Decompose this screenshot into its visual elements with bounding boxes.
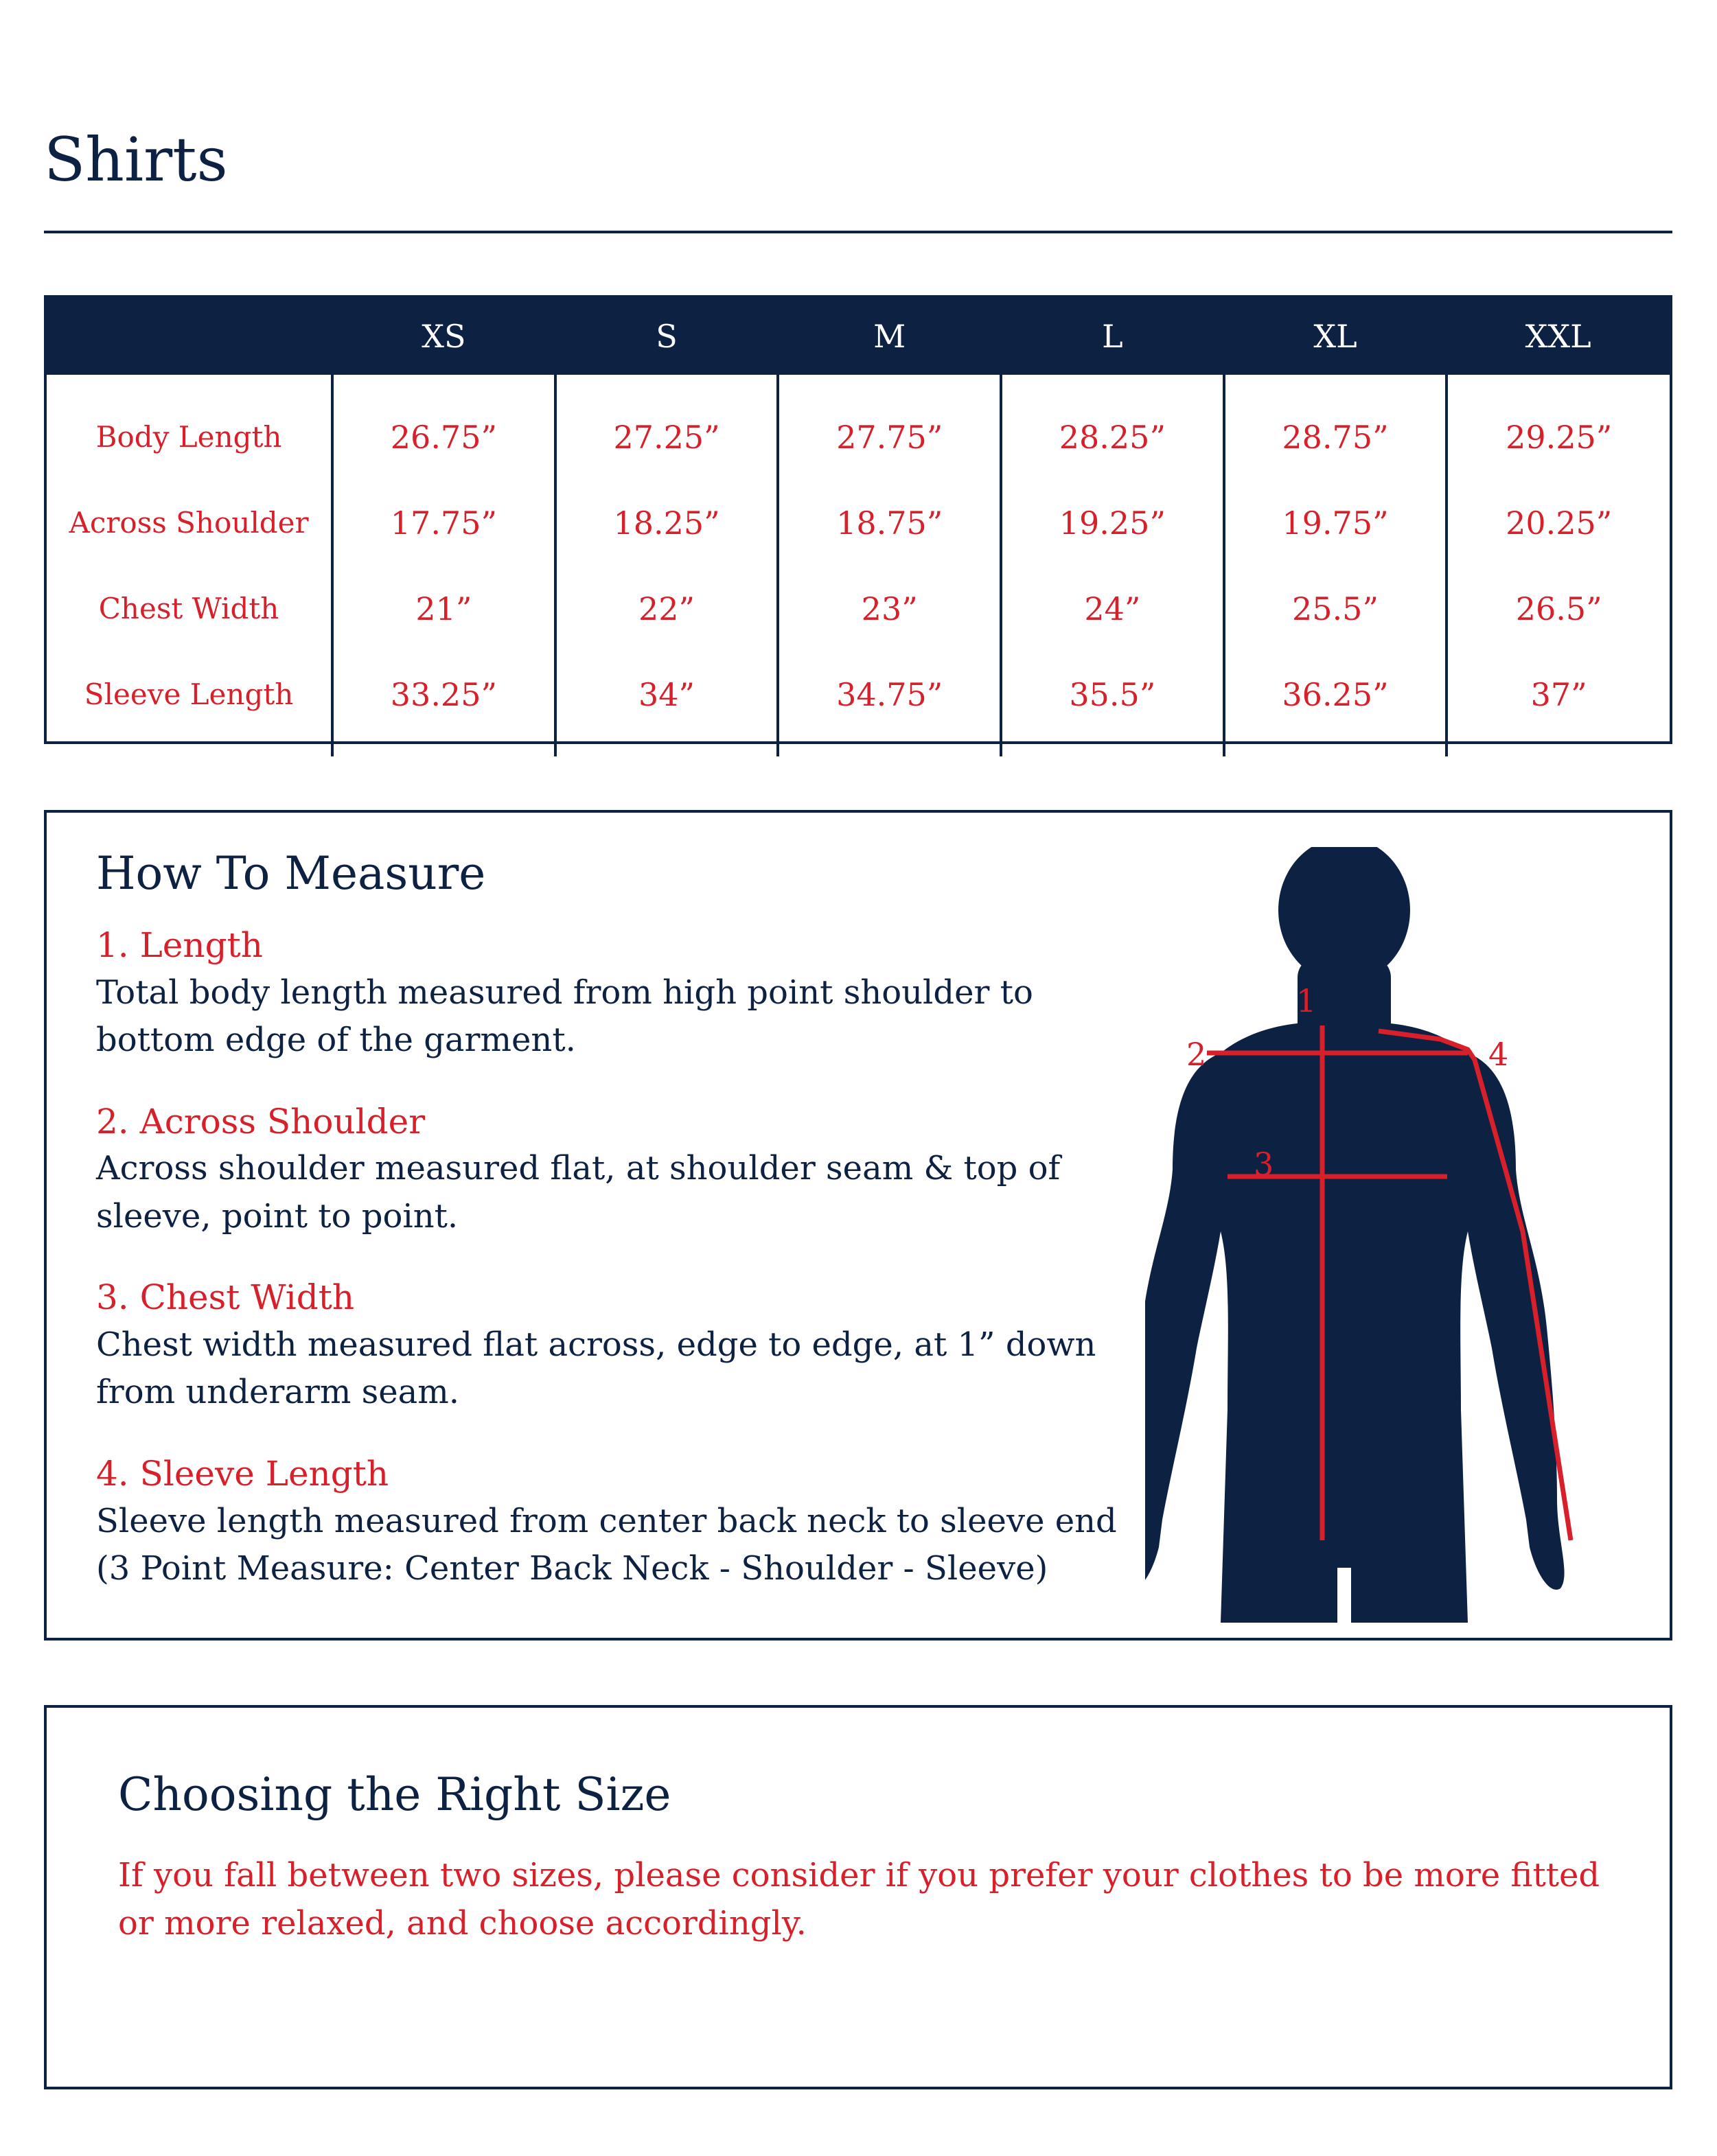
measurement-cell: 24” (1001, 566, 1224, 651)
size-header: XXL (1447, 298, 1670, 375)
choosing-size-text: If you fall between two sizes, please consider if you prefer your clothes to be more fitted or more relaxed, and choose accordingly. (118, 1856, 1600, 1943)
measurement-cell: 21” (332, 566, 555, 651)
figure-label: 2 (1186, 1036, 1207, 1073)
step-description: Sleeve length measured from center back neck to sleeve end (3 Point Measure: Center Back Neck - Shoulder - Sleeve) (96, 1501, 1117, 1588)
size-header-row (47, 298, 1670, 375)
size-chart-table (44, 295, 1672, 744)
step-description: Across shoulder measured flat, at shoulder seam & top of sleeve, point to point. (96, 1149, 1061, 1236)
header-empty-cell (47, 298, 332, 375)
row-label: Chest Width (98, 592, 279, 625)
measurement-cell: 18.25” (555, 480, 779, 566)
measurement-cell: 19.75” (1224, 480, 1447, 566)
torso-silhouette (1145, 847, 1565, 1623)
measurement-cell: 17.75” (332, 480, 555, 566)
how-to-measure-title: How To Measure (96, 847, 486, 900)
measurement-cell: 23” (778, 566, 1001, 651)
measurement-cell: 28.75” (1224, 375, 1447, 480)
table-row (47, 566, 1670, 651)
row-label: Sleeve Length (84, 677, 294, 711)
title-divider (44, 231, 1672, 233)
measurement-cell: 18.75” (778, 480, 1001, 566)
size-header: XL (1224, 298, 1447, 375)
figure-label: 4 (1488, 1036, 1509, 1073)
measurement-cell: 34.75” (778, 651, 1001, 756)
measurement-cell: 22” (555, 566, 779, 651)
row-label: Body Length (95, 420, 282, 454)
table-row (47, 651, 1670, 756)
measurement-cell: 35.5” (1001, 651, 1224, 756)
page-title: Shirts (44, 124, 228, 195)
size-header: S (555, 298, 779, 375)
leg-gap (1337, 1568, 1351, 1623)
step-title: 3. Chest Width (96, 1277, 355, 1318)
step-description: Total body length measured from high point shoulder to bottom edge of the garment. (96, 973, 1033, 1060)
step-title: 2. Across Shoulder (96, 1101, 426, 1141)
step-description: Chest width measured flat across, edge to edge, at 1” down from underarm seam. (96, 1325, 1096, 1412)
step-title: 4. Sleeve Length (96, 1454, 389, 1494)
size-header: L (1001, 298, 1224, 375)
measurement-cell: 20.25” (1447, 480, 1670, 566)
measurement-cell: 36.25” (1224, 651, 1447, 756)
measure-step (96, 1099, 1126, 1241)
measurement-cell: 27.75” (778, 375, 1001, 480)
measurement-cell: 27.25” (555, 375, 779, 480)
measurement-cell: 34” (555, 651, 779, 756)
choosing-size-panel (44, 1705, 1672, 2089)
measurement-cell: 26.5” (1447, 566, 1670, 651)
measurement-cell: 33.25” (332, 651, 555, 756)
choosing-size-title: Choosing the Right Size (118, 1768, 671, 1821)
how-to-measure-panel (44, 810, 1672, 1641)
step-title: 1. Length (96, 925, 263, 965)
measure-step (96, 923, 1126, 1065)
table-row (47, 480, 1670, 566)
figure-label: 3 (1254, 1146, 1274, 1183)
measurement-cell: 28.25” (1001, 375, 1224, 480)
measurement-cell: 29.25” (1447, 375, 1670, 480)
figure-label: 1 (1296, 982, 1317, 1019)
body-measurement-figure (1145, 847, 1667, 1623)
measurement-cell: 19.25” (1001, 480, 1224, 566)
table-row (47, 375, 1670, 480)
row-label: Across Shoulder (69, 506, 309, 540)
size-header: XS (332, 298, 555, 375)
measure-step (96, 1275, 1126, 1417)
measure-step (96, 1451, 1126, 1593)
measure-steps (96, 923, 1126, 1627)
measurement-cell: 37” (1447, 651, 1670, 756)
size-header: M (778, 298, 1001, 375)
measurement-cell: 25.5” (1224, 566, 1447, 651)
measurement-cell: 26.75” (332, 375, 555, 480)
